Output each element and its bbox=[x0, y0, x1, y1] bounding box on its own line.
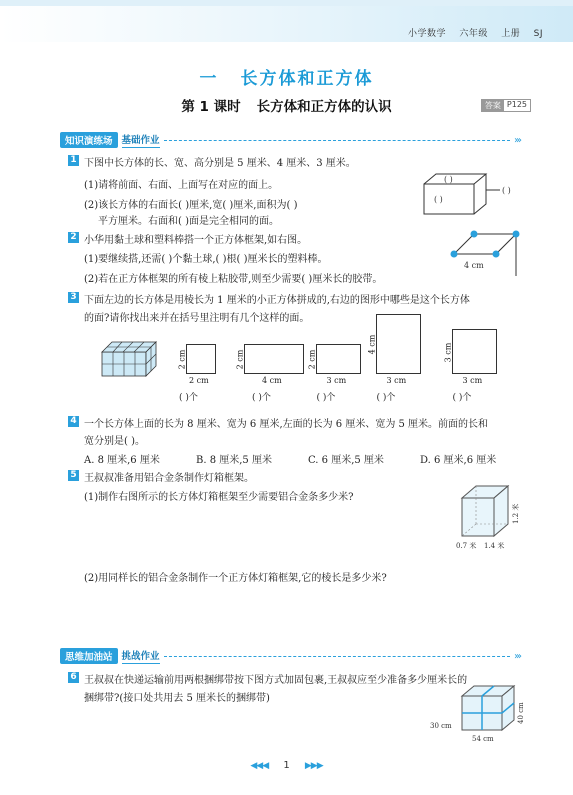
q1-stem: 下图中长方体的长、宽、高分别是 5 厘米、4 厘米、3 厘米。 bbox=[84, 158, 356, 169]
question-number-1: 1 bbox=[68, 155, 79, 166]
q3-face-shape bbox=[452, 329, 497, 374]
q2-clay-ball bbox=[493, 251, 500, 258]
q2-rod bbox=[496, 234, 516, 254]
q1-top-face bbox=[424, 174, 486, 184]
section-basic-sub: 基础作业 bbox=[122, 132, 160, 148]
q3-face-width-label: 3 cm bbox=[326, 376, 347, 385]
question-number-5: 5 bbox=[68, 470, 79, 481]
q3-answer-blank[interactable]: ( )个 bbox=[252, 393, 271, 403]
q1-front-face bbox=[424, 184, 474, 214]
unit-title bbox=[0, 64, 573, 89]
q5-box-front bbox=[462, 498, 494, 536]
q2-rod bbox=[454, 234, 474, 254]
q3-answer-blank[interactable]: ( )个 bbox=[179, 393, 198, 403]
q5-stem: 王叔叔准备用铝合金条制作灯箱框架。 bbox=[84, 473, 254, 484]
q5-part2: (2)用同样长的铝合金条制作一个正方体灯箱框架,它的棱长是多少米? bbox=[84, 573, 387, 584]
q3-cube-block-figure bbox=[100, 338, 160, 380]
q4-option-b[interactable]: B. 8 厘米,5 厘米 bbox=[196, 455, 272, 466]
q2-stem: 小华用黏土球和塑料棒搭一个正方体框架,如右图。 bbox=[84, 235, 308, 246]
q1-cuboid-figure bbox=[420, 168, 530, 220]
page-number: 1 bbox=[283, 760, 290, 771]
q5-lightbox-figure bbox=[448, 482, 526, 552]
answer-page: P125 bbox=[506, 100, 527, 109]
q6-stem-line2: 捆绑带?(接口处共用去 5 厘米长的捆绑带) bbox=[84, 693, 270, 704]
next-arrows-icon: ▶▶▶ bbox=[304, 761, 323, 771]
q1-right-label: ( ) bbox=[502, 186, 511, 195]
section-divider bbox=[164, 140, 510, 141]
section-challenge-sub: 挑战作业 bbox=[122, 648, 160, 664]
q3-answer-blank[interactable]: ( )个 bbox=[452, 393, 472, 403]
q5-part1: (1)制作右图所示的长方体灯箱框架至少需要铝合金条多少米? bbox=[84, 492, 354, 503]
q6-length-label: 54 cm bbox=[472, 735, 494, 743]
q1-part1: (1)请将前面、右面、上面写在对应的面上。 bbox=[84, 180, 279, 191]
unit-number: 一 bbox=[199, 69, 219, 89]
section-arrows-icon: ››› bbox=[514, 650, 520, 662]
answer-tag: 答案 bbox=[482, 100, 504, 111]
page-footer bbox=[0, 760, 573, 771]
question-number-3: 3 bbox=[68, 292, 79, 303]
q6-package-figure bbox=[428, 684, 528, 744]
answer-reference bbox=[481, 99, 531, 112]
q3-face-shape bbox=[316, 344, 361, 374]
q6-width-label: 30 cm bbox=[430, 722, 452, 730]
q2-length-label: 4 cm bbox=[464, 261, 484, 270]
q1-part2a: (2)该长方体的右面长( )厘米,宽( )厘米,面积为( ) bbox=[84, 200, 298, 211]
q3-face-shape bbox=[186, 344, 216, 374]
section-challenge-bar bbox=[60, 648, 520, 664]
q2-clay-ball bbox=[451, 251, 458, 258]
q6-stem-line1: 王叔叔在快递运输前用两根捆绑带按下图方式加固包裹,王叔叔应至少准备多少厘米长的 bbox=[84, 675, 468, 686]
lesson-number: 第 1 课时 bbox=[181, 99, 241, 115]
q3-answer-blank[interactable]: ( )个 bbox=[376, 393, 396, 403]
q5-length-label: 1.4 米 bbox=[484, 542, 505, 550]
lesson-name: 长方体和正方体的认识 bbox=[256, 99, 392, 115]
q3-face-shape bbox=[244, 344, 304, 374]
q2-frame-figure bbox=[440, 224, 530, 280]
header-volume: 上册 bbox=[501, 29, 521, 39]
section-basic-tag: 知识演练场 bbox=[60, 132, 118, 148]
q5-width-label: 0.7 米 bbox=[456, 542, 477, 550]
unit-name: 长方体和正方体 bbox=[240, 69, 374, 89]
q3-face-width-label: 2 cm bbox=[189, 376, 209, 385]
header-info bbox=[398, 26, 543, 39]
q3-face-width-label: 3 cm bbox=[386, 376, 407, 385]
q6-height-label: 40 cm bbox=[517, 702, 525, 724]
section-arrows-icon: ››› bbox=[514, 134, 520, 146]
header-strip bbox=[0, 0, 573, 6]
header-subject: 小学数学 bbox=[407, 29, 446, 39]
q3-face-height-label: 2 cm bbox=[307, 349, 317, 370]
q3-stem-line1: 下面左边的长方体是用棱长为 1 厘米的小正方体拼成的,右边的图形中哪些是这个长方体 bbox=[84, 295, 470, 306]
q2-clay-ball bbox=[471, 231, 478, 238]
header-grade: 六年级 bbox=[459, 29, 488, 39]
q3-answer-blank[interactable]: ( )个 bbox=[316, 393, 336, 403]
section-divider bbox=[164, 656, 510, 657]
q3-face-height-label: 4 cm bbox=[367, 334, 377, 355]
q2-part2: (2)若在正方体框架的所有棱上粘胶带,则至少需要( )厘米长的胶带。 bbox=[84, 274, 383, 285]
q4-option-a[interactable]: A. 8 厘米,6 厘米 bbox=[84, 455, 160, 466]
q4-stem-line2: 宽分别是( )。 bbox=[84, 436, 145, 447]
q3-face-shape bbox=[376, 314, 421, 374]
q3-face-width-label: 4 cm bbox=[262, 376, 282, 385]
q3-face-height-label: 3 cm bbox=[443, 342, 453, 362]
q3-face-height-label: 2 cm bbox=[235, 349, 245, 370]
header-edition: SJ bbox=[533, 29, 543, 39]
q4-option-c[interactable]: C. 6 厘米,5 厘米 bbox=[308, 455, 384, 466]
q1-top-label: ( ) bbox=[444, 175, 453, 184]
q4-stem-line1: 一个长方体上面的长为 8 厘米、宽为 6 厘米,左面的长为 6 厘米、宽为 5 厘米。前面的长和 bbox=[84, 419, 489, 430]
q1-right-face bbox=[474, 174, 486, 214]
q3-face-height-label: 2 cm bbox=[177, 349, 187, 370]
question-number-6: 6 bbox=[68, 672, 79, 683]
question-number-4: 4 bbox=[68, 416, 79, 427]
q5-height-label: 1.2 米 bbox=[512, 503, 520, 524]
section-basic-bar bbox=[60, 132, 520, 148]
q3-stem-line2: 的面?请你找出来并在括号里注明有几个这样的面。 bbox=[84, 313, 310, 324]
section-challenge-tag: 思维加油站 bbox=[60, 648, 118, 664]
q2-clay-ball bbox=[513, 231, 520, 238]
prev-arrows-icon: ◀◀◀ bbox=[250, 761, 269, 771]
q3-face-width-label: 3 cm bbox=[462, 376, 483, 385]
q1-front-label: ( ) bbox=[434, 195, 443, 204]
question-number-2: 2 bbox=[68, 232, 79, 243]
q1-part2b: 平方厘米。右面和( )面是完全相同的面。 bbox=[98, 216, 279, 227]
q2-part1: (1)要继续搭,还需( )个黏土球,( )根( )厘米长的塑料棒。 bbox=[84, 254, 328, 265]
q4-option-d[interactable]: D. 6 厘米,6 厘米 bbox=[420, 455, 497, 466]
